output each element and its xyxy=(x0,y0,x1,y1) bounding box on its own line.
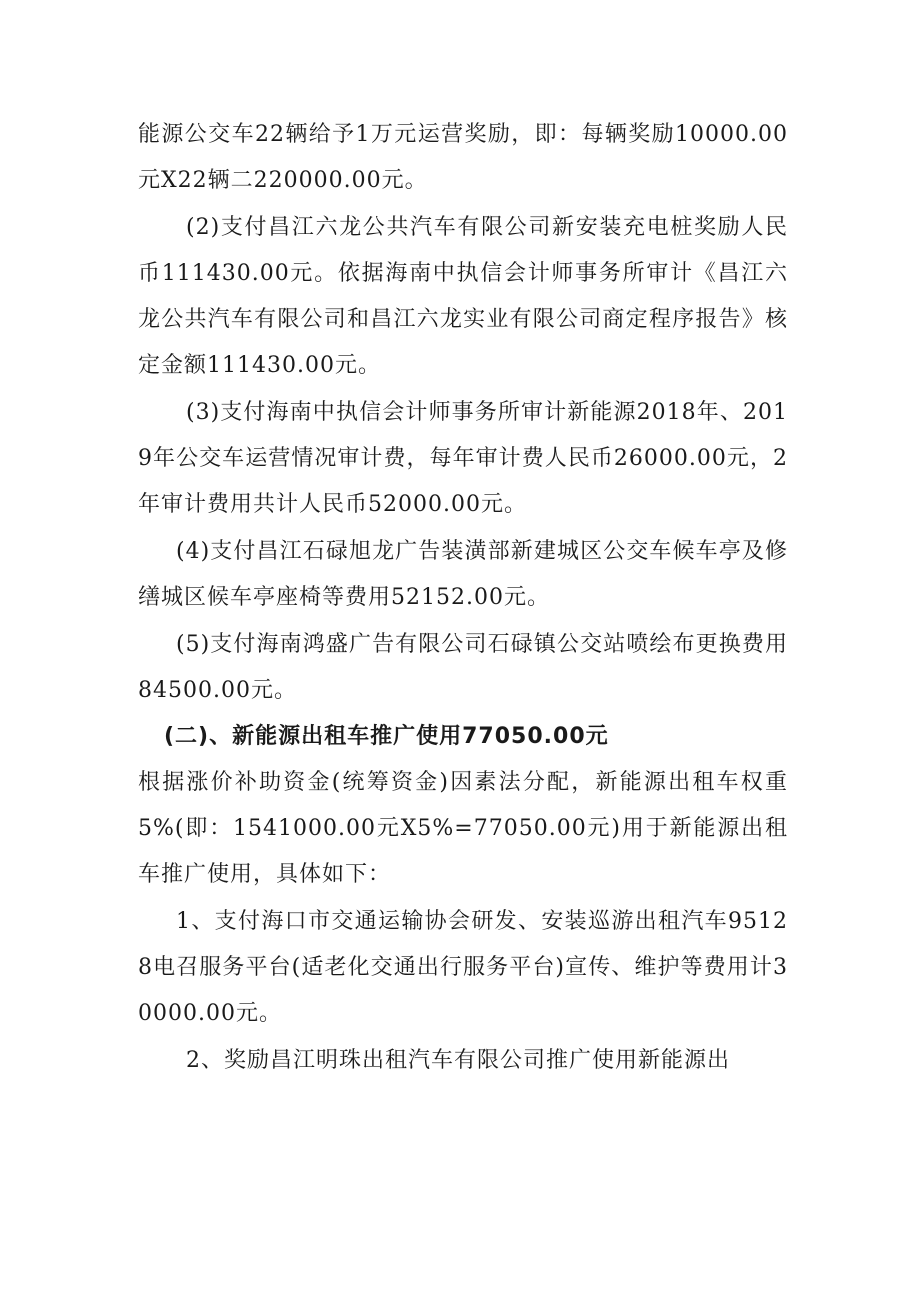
section-heading-taxi-promotion: (二)、新能源出租车推广使用77050.00元 xyxy=(164,724,609,749)
document-body xyxy=(138,112,788,1084)
paragraph-item-4-bus-shelter: (4)支付昌江石碌旭龙广告装潢部新建城区公交车候车亭及修缮城区候车亭座椅等费用52152.00元。 xyxy=(138,539,788,610)
paragraph-allocation-basis: 根据涨价补助资金(统筹资金)因素法分配，新能源出租车权重5%(即：1541000.00元X5%=77050.00元)用于新能源出租车推广使用，具体如下： xyxy=(138,770,788,887)
paragraph-item-2-taxi-reward: 2、奖励昌江明珠出租汽车有限公司推广使用新能源出 xyxy=(186,1048,730,1073)
paragraph-item-3-audit-fee: (3)支付海南中执信会计师事务所审计新能源2018年、2019年公交车运营情况审计费，每年审计费人民币26000.00元，2年审计费用共计人民币52000.00元。 xyxy=(138,400,788,517)
paragraph-item-2-charging-pile: (2)支付昌江六龙公共汽车有限公司新安装充电桩奖励人民币111430.00元。依据海南中执信会计师事务所审计《昌江六龙公共汽车有限公司和昌江六龙实业有限公司商定程序报告》核定金额111430.00元。 xyxy=(138,215,788,378)
paragraph-bus-reward-continued: 能源公交车22辆给予1万元运营奖励，即：每辆奖励10000.00元X22辆二220000.00元。 xyxy=(138,122,788,193)
paragraph-item-1-call-platform: 1、支付海口市交通运输协会研发、安装巡游出租汽车95128电召服务平台(适老化交通出行服务平台)宣传、维护等费用计30000.00元。 xyxy=(138,909,788,1026)
paragraph-item-5-banner-replacement: (5)支付海南鸿盛广告有限公司石碌镇公交站喷绘布更换费用84500.00元。 xyxy=(138,632,788,703)
